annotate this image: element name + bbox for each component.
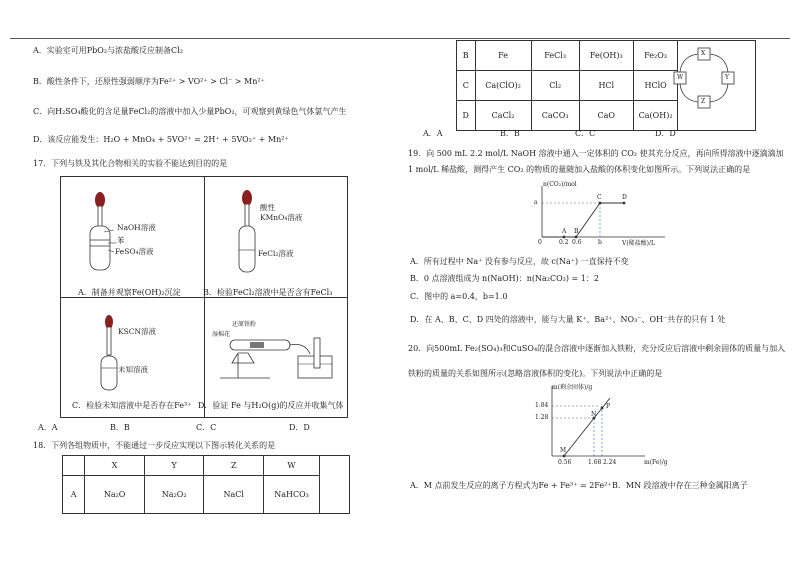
q19-point-c: C bbox=[597, 194, 602, 201]
q18-row-b-y: FeCl₃ bbox=[531, 41, 579, 71]
q20-point-p: P bbox=[606, 403, 611, 410]
q18-row-b-z: Fe(OH)₃ bbox=[579, 41, 633, 71]
q20-x2: 2.24 bbox=[603, 459, 617, 466]
q20-point-m: M bbox=[560, 447, 567, 454]
q20-x0: 0.56 bbox=[558, 459, 572, 466]
q18-row-d-label: D bbox=[457, 101, 476, 131]
q18-row-b-x: Fe bbox=[475, 41, 531, 71]
q18-node-z: Z bbox=[701, 98, 706, 105]
q19-origin: 0 bbox=[538, 239, 542, 246]
q18-diagram-cell bbox=[320, 456, 350, 514]
q17-a-naoh-label: NaOH溶液 bbox=[117, 223, 156, 232]
q18-row-c-label: C bbox=[457, 71, 476, 101]
q20-y1: 1.84 bbox=[535, 402, 549, 409]
q18-node-w: W bbox=[677, 74, 684, 81]
q17-c-kscn-label: KSCN溶液 bbox=[118, 327, 157, 336]
q18-option-a: A．A bbox=[423, 129, 443, 138]
q17-c-apparatus bbox=[94, 312, 134, 392]
q19-xlabel: V(稀盐酸)/L bbox=[622, 240, 656, 247]
q18-row-b-label: B bbox=[457, 41, 476, 71]
q20-xlabel: m(Fe)/g bbox=[644, 459, 668, 466]
q19-point-b: B bbox=[574, 228, 579, 235]
q16-option-c: C．向H₂SO₄酸化的含足量FeCl₂的溶液中加入少量PbO₂，可观察到黄绿色气体氯气产生 bbox=[33, 107, 347, 116]
q17-b-kmno4-label-1: 酸性 bbox=[260, 203, 275, 212]
q18-header-w: W bbox=[263, 456, 319, 476]
q17-c-caption: C．检验未知溶液中是否存在Fe³⁺ bbox=[72, 401, 192, 410]
q18-row-a-w: NaHCO₃ bbox=[263, 476, 319, 514]
q18-cycle-arrows bbox=[670, 46, 740, 122]
q17-a-benzene-label: 苯 bbox=[117, 236, 125, 245]
q18-row-c-w: HClO bbox=[633, 71, 678, 101]
q19-x2: 0.6 bbox=[572, 239, 582, 246]
q19-x1: 0.2 bbox=[559, 239, 569, 246]
q17-d-caption: D．验证 Fe 与H₂O(g)的反应并收集气体 bbox=[198, 401, 344, 410]
q17-d-fe-label: 还原铁粉 bbox=[232, 321, 257, 328]
q17-b-kmno4-label-2: KMnO₄溶液 bbox=[260, 213, 303, 222]
q19-option-d: D．在 A、B、C、D 四处的溶液中，能与大量 K⁺、Ba²⁺、NO₃⁻、OH⁻共存的只有 1 处 bbox=[410, 315, 726, 324]
q19-stem-2: 1 mol/L 稀盐酸，测得产生 CO₂ 的物质的量随加入盐酸的体积变化如图所示。下列说法正确的是 bbox=[408, 165, 751, 174]
q18-row-d-z: CaO bbox=[579, 101, 633, 131]
q18-row-a-label: A bbox=[63, 476, 85, 514]
q19-point-d: D bbox=[622, 194, 627, 201]
q19-point-a: A bbox=[562, 228, 567, 235]
q18-row-a-y: Na₂O₂ bbox=[144, 476, 204, 514]
q16-option-a: A．实验室可用PbO₂与浓盐酸反应制备Cl₂ bbox=[33, 46, 183, 55]
q18-option-b: B．B bbox=[500, 129, 520, 138]
q20-stem-2: 铁粉的质量的关系如图所示(忽略溶液体积的变化)。下列说法中正确的是 bbox=[408, 369, 663, 378]
q18-header-y: Y bbox=[144, 456, 204, 476]
q19-option-c: C．图中的 a=0.4，b=1.0 bbox=[410, 292, 508, 301]
q18-table-top bbox=[62, 455, 350, 514]
q17-c-unknown-label: 未知溶液 bbox=[118, 365, 148, 374]
q17-b-caption: B．检验FeCl₂溶液中是否含有FeCl₃ bbox=[203, 288, 333, 297]
q18-row-c-y: Cl₂ bbox=[531, 71, 579, 101]
q17-a-feso4-label: FeSO₄溶液 bbox=[115, 247, 154, 256]
q17-option-d: D．D bbox=[289, 423, 310, 432]
q19-x3: b bbox=[598, 239, 602, 246]
q17-a-caption: A．制备并观察Fe(OH)₂沉淀 bbox=[78, 288, 181, 297]
q18-option-c: C．C bbox=[575, 129, 596, 138]
q16-option-b: B．酸性条件下，还原性强弱顺序为Fe²⁺ > VO²⁺ > Cl⁻ > Mn²⁺ bbox=[33, 77, 265, 86]
q18-header-z: Z bbox=[204, 456, 263, 476]
q18-stem: 18．下列各组物质中，不能通过一步反应实现以下图示转化关系的是 bbox=[33, 441, 276, 450]
q19-option-b: B．0 点溶液组成为 n(NaOH)：n(Na₂CO₃) = 1：2 bbox=[410, 274, 599, 283]
q20-stem-1: 20．向500mL Fe₂(SO₄)₃和CuSO₄的混合溶液中逐渐加入铁粉，充分反应后溶液中剩余固体的质量与加入 bbox=[408, 344, 786, 353]
q19-option-a: A．所有过程中 Na⁺ 没有参与反应，故 c(Na⁺) 一直保持不变 bbox=[410, 257, 629, 266]
q19-ylabel: n(CO₂)/mol bbox=[543, 181, 577, 188]
q18-row-c-x: Ca(ClO)₂ bbox=[475, 71, 531, 101]
q18-row-d-x: CaCl₂ bbox=[475, 101, 531, 131]
q17-option-a: A．A bbox=[38, 423, 58, 432]
q17-b-fecl2-label: FeCl₂溶液 bbox=[258, 249, 294, 258]
q20-option-a: A．M 点前发生反应的离子方程式为Fe + Fe³⁺ = 2Fe²⁺ bbox=[410, 481, 612, 490]
q18-row-a-x: Na₂O bbox=[85, 476, 145, 514]
q18-row-a-z: NaCl bbox=[204, 476, 263, 514]
q18-row-b-w: Fe₂O₃ bbox=[633, 41, 678, 71]
q20-ylabel: m(剩余固体)/g bbox=[552, 384, 593, 391]
q18-node-x: X bbox=[701, 50, 706, 57]
q17-option-b: B．B bbox=[110, 423, 130, 432]
q19-a-tick: a bbox=[534, 199, 538, 206]
q18-node-y: Y bbox=[725, 74, 729, 81]
q17-option-c: C．C bbox=[196, 423, 217, 432]
q20-x1: 1.68 bbox=[588, 459, 602, 466]
q17-stem: 17．下列与铁及其化合物相关的实验不能达到目的的是 bbox=[33, 159, 228, 168]
q17-b-apparatus bbox=[225, 186, 285, 276]
q20-y2: 1.28 bbox=[535, 414, 549, 421]
q20-curve bbox=[564, 398, 610, 456]
q19-curve bbox=[542, 203, 624, 237]
q20-point-n: N bbox=[591, 411, 597, 418]
q18-row-d-y: CaCO₃ bbox=[531, 101, 579, 131]
q18-header-blank bbox=[63, 456, 85, 476]
q18-header-x: X bbox=[85, 456, 145, 476]
top-rule bbox=[10, 38, 790, 39]
q18-row-d-w: Ca(OH)₂ bbox=[633, 101, 678, 131]
q19-stem-1: 19．向 500 mL 2.2 mol/L NaOH 溶液中通入一定体积的 CO₂ 使其充分反应，再向所得溶液中逐滴滴加 bbox=[408, 149, 784, 158]
q18-option-d: D．D bbox=[655, 129, 676, 138]
q17-d-apparatus bbox=[210, 318, 340, 388]
q20-chart bbox=[540, 384, 650, 464]
q16-option-d: D．该反应能发生：H₂O + MnO₄ + 5VO²⁺ = 2H⁺ + 5VO₂⁺ + Mn²⁺ bbox=[33, 135, 289, 144]
q20-option-b: B．MN 段溶液中存在三种金属阳离子 bbox=[612, 481, 748, 490]
q18-row-c-z: HCl bbox=[579, 71, 633, 101]
q17-d-cotton-label: 湿棉花 bbox=[212, 331, 231, 338]
